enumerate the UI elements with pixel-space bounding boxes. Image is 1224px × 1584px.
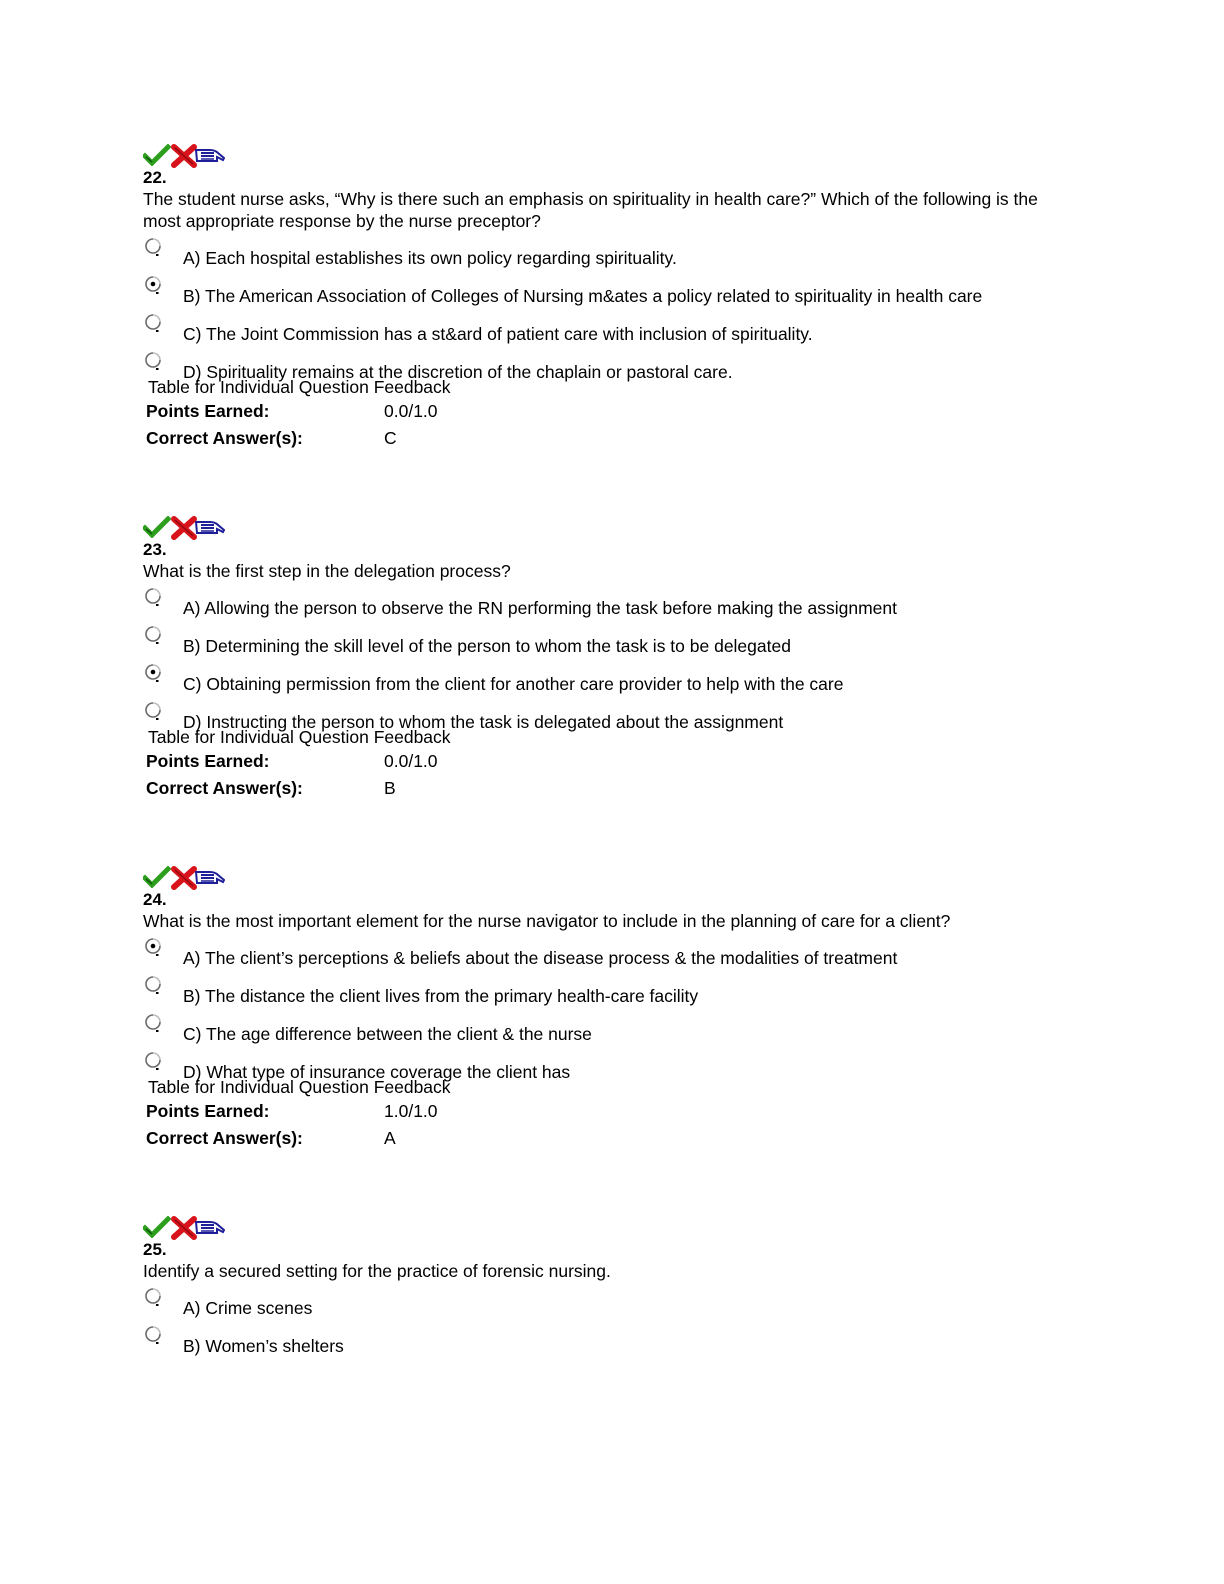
correct-answer-row (143, 1125, 1083, 1152)
radio-button[interactable] (144, 1051, 162, 1073)
answer-option[interactable] (143, 313, 1083, 351)
answer-option[interactable] (143, 275, 1083, 313)
answer-option-label: C) The age difference between the client & the nurse (183, 1024, 592, 1044)
hand-pointer-icon (195, 144, 225, 166)
points-earned-value: 0.0/1.0 (384, 401, 438, 421)
correct-answer-label: Correct Answer(s): (146, 428, 303, 448)
question-25 (143, 1216, 1083, 1363)
question-number: 24. (143, 890, 167, 909)
radio-button[interactable] (144, 351, 162, 373)
radio-button-selected[interactable] (144, 937, 162, 959)
radio-button-selected[interactable] (144, 275, 162, 297)
question-number: 22. (143, 168, 167, 187)
points-earned-label: Points Earned: (146, 751, 270, 771)
question-status-icons (143, 516, 1083, 542)
radio-button[interactable] (144, 237, 162, 259)
answer-option-label: A) Crime scenes (183, 1298, 313, 1318)
answer-options (143, 937, 1083, 1089)
points-earned-label: Points Earned: (146, 1101, 270, 1121)
question-status-icons (143, 1216, 1083, 1242)
answer-option[interactable] (143, 1051, 1083, 1089)
answer-option-label: B) Determining the skill level of the person to whom the task is to be delegated (183, 636, 791, 656)
question-text: What is the most important element for the nurse navigator to include in the planning of care for a client? (143, 911, 951, 931)
answer-option-label: D) Instructing the person to whom the task is delegated about the assignment (183, 712, 784, 732)
cross-icon (170, 516, 198, 540)
points-earned-label: Points Earned: (146, 401, 270, 421)
check-icon (143, 516, 171, 538)
answer-options (143, 587, 1083, 739)
hand-pointer-icon (195, 1216, 225, 1238)
answer-option-label: B) The American Association of Colleges of Nursing m&ates a policy related to spirituality in health care (183, 286, 983, 306)
answer-option[interactable] (143, 1287, 1083, 1325)
answer-options (143, 237, 1083, 389)
answer-option[interactable] (143, 701, 1083, 739)
question-22 (143, 144, 1083, 452)
answer-option[interactable] (143, 237, 1083, 275)
answer-option[interactable] (143, 663, 1083, 701)
correct-answer-row (143, 425, 1083, 452)
cross-icon (170, 866, 198, 890)
points-earned-row (143, 1098, 1083, 1125)
answer-option-label: C) The Joint Commission has a st&ard of patient care with inclusion of spirituality. (183, 324, 813, 344)
answer-options (143, 1287, 1083, 1363)
answer-option[interactable] (143, 1325, 1083, 1363)
correct-answer-value: A (384, 1128, 396, 1148)
answer-option[interactable] (143, 975, 1083, 1013)
answer-option[interactable] (143, 625, 1083, 663)
radio-button[interactable] (144, 975, 162, 997)
question-status-icons (143, 144, 1083, 170)
cross-icon (170, 144, 198, 168)
check-icon (143, 866, 171, 888)
question-text: Identify a secured setting for the practice of forensic nursing. (143, 1261, 611, 1281)
answer-option-label: A) Each hospital establishes its own policy regarding spirituality. (183, 248, 677, 268)
points-earned-value: 0.0/1.0 (384, 751, 438, 771)
points-earned-row (143, 748, 1083, 775)
answer-option-label: A) The client’s perceptions & beliefs about the disease process & the modalities of treatment (183, 948, 898, 968)
answer-option[interactable] (143, 1013, 1083, 1051)
hand-pointer-icon (195, 866, 225, 888)
correct-answer-value: C (384, 428, 397, 448)
radio-button[interactable] (144, 1325, 162, 1347)
answer-option-label: A) Allowing the person to observe the RN performing the task before making the assignment (183, 598, 897, 618)
radio-button[interactable] (144, 1013, 162, 1035)
question-text: What is the first step in the delegation process? (143, 561, 511, 581)
question-number: 25. (143, 1240, 167, 1259)
radio-button[interactable] (144, 701, 162, 723)
radio-button[interactable] (144, 313, 162, 335)
points-earned-row (143, 398, 1083, 425)
feedback-caption: Table for Individual Question Feedback (148, 1077, 451, 1097)
radio-button-selected[interactable] (144, 663, 162, 685)
question-status-icons (143, 866, 1083, 892)
question-number: 23. (143, 540, 167, 559)
radio-button[interactable] (144, 587, 162, 609)
check-icon (143, 144, 171, 166)
question-23 (143, 516, 1083, 802)
cross-icon (170, 1216, 198, 1240)
answer-option-label: D) Spirituality remains at the discretion of the chaplain or pastoral care. (183, 362, 733, 382)
answer-option-label: C) Obtaining permission from the client for another care provider to help with the care (183, 674, 844, 694)
correct-answer-label: Correct Answer(s): (146, 778, 303, 798)
answer-option-label: B) The distance the client lives from the primary health-care facility (183, 986, 699, 1006)
hand-pointer-icon (195, 516, 225, 538)
question-24 (143, 866, 1083, 1152)
answer-option[interactable] (143, 587, 1083, 625)
check-icon (143, 1216, 171, 1238)
answer-option[interactable] (143, 351, 1083, 389)
radio-button[interactable] (144, 625, 162, 647)
correct-answer-label: Correct Answer(s): (146, 1128, 303, 1148)
answer-option-label: D) What type of insurance coverage the client has (183, 1062, 571, 1082)
answer-option-label: B) Women’s shelters (183, 1336, 344, 1356)
feedback-caption: Table for Individual Question Feedback (148, 727, 451, 747)
feedback-caption: Table for Individual Question Feedback (148, 377, 451, 397)
points-earned-value: 1.0/1.0 (384, 1101, 438, 1121)
correct-answer-value: B (384, 778, 396, 798)
radio-button[interactable] (144, 1287, 162, 1309)
question-text: The student nurse asks, “Why is there such an emphasis on spirituality in health care?” Which of the following is the most appropriate response by the nurse preceptor? (143, 189, 1038, 231)
answer-option[interactable] (143, 937, 1083, 975)
correct-answer-row (143, 775, 1083, 802)
